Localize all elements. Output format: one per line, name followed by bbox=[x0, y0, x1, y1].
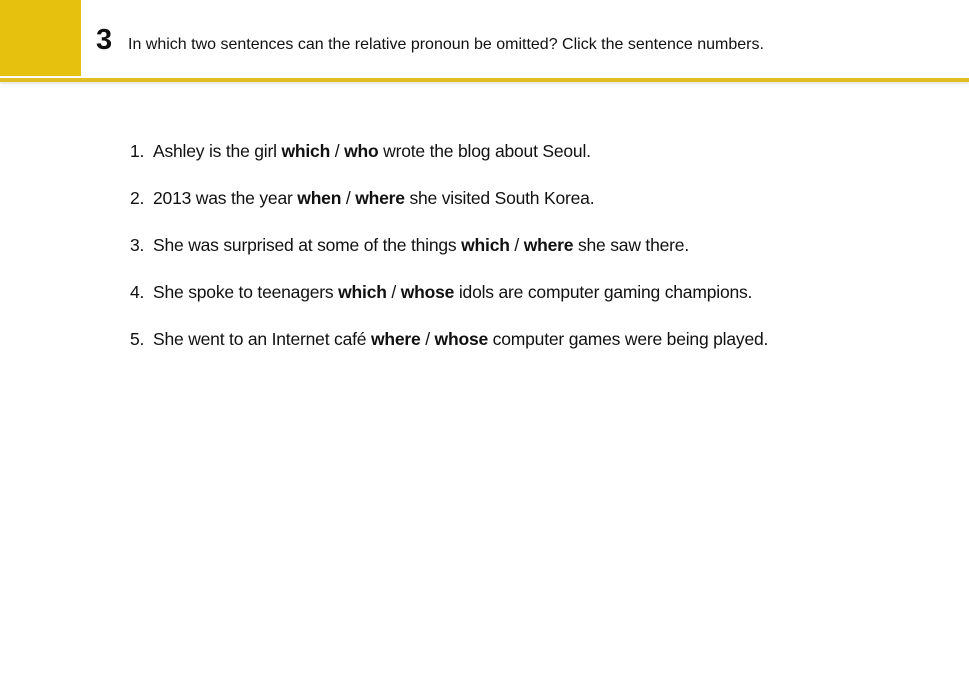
sentence-item-1 bbox=[130, 139, 768, 186]
sentence-before: She went to an Internet café bbox=[153, 329, 371, 349]
sentence-after: she saw there. bbox=[573, 235, 689, 255]
sentence-number-2[interactable]: 2. bbox=[130, 188, 145, 208]
header-accent-block bbox=[0, 0, 81, 76]
sentence-after: idols are computer gaming champions. bbox=[454, 282, 753, 302]
pronoun-option-b: where bbox=[355, 188, 405, 208]
sentence-number-5[interactable]: 5. bbox=[130, 329, 145, 349]
sentence-after: computer games were being played. bbox=[488, 329, 769, 349]
sentence-list bbox=[130, 139, 768, 374]
sentence-text-2 bbox=[153, 188, 594, 208]
option-separator: / bbox=[330, 141, 345, 161]
option-separator: / bbox=[509, 235, 524, 255]
sentence-before: 2013 was the year bbox=[153, 188, 298, 208]
option-separator: / bbox=[386, 282, 401, 302]
pronoun-option-b: where bbox=[523, 235, 574, 255]
sentence-text-5 bbox=[153, 329, 768, 349]
question-number: 3 bbox=[96, 24, 113, 56]
sentence-text-4 bbox=[153, 282, 752, 302]
exercise-header bbox=[0, 0, 969, 76]
sentence-text-1 bbox=[153, 141, 591, 161]
pronoun-option-b: whose bbox=[400, 282, 455, 302]
sentence-before: She spoke to teenagers bbox=[153, 282, 339, 302]
sentence-number-4[interactable]: 4. bbox=[130, 282, 145, 302]
sentence-item-2 bbox=[130, 186, 768, 233]
pronoun-option-a: which bbox=[461, 235, 510, 255]
pronoun-option-a: when bbox=[297, 188, 342, 208]
sentence-item-5 bbox=[130, 327, 768, 374]
sentence-item-3 bbox=[130, 233, 768, 280]
option-separator: / bbox=[420, 329, 435, 349]
pronoun-option-b: who bbox=[344, 141, 379, 161]
pronoun-option-a: which bbox=[338, 282, 387, 302]
pronoun-option-a: where bbox=[370, 329, 421, 349]
header-divider bbox=[0, 78, 969, 82]
pronoun-option-b: whose bbox=[434, 329, 489, 349]
sentence-after: she visited South Korea. bbox=[404, 188, 595, 208]
sentence-before: Ashley is the girl bbox=[153, 141, 282, 161]
sentence-after: wrote the blog about Seoul. bbox=[378, 141, 591, 161]
sentence-item-4 bbox=[130, 280, 768, 327]
sentence-number-1[interactable]: 1. bbox=[130, 141, 145, 161]
sentence-number-3[interactable]: 3. bbox=[130, 235, 145, 255]
sentence-before: She was surprised at some of the things bbox=[153, 235, 462, 255]
question-instruction: In which two sentences can the relative pronoun be omitted? Click the sentence numbers. bbox=[128, 36, 764, 53]
sentence-text-3 bbox=[153, 235, 689, 255]
pronoun-option-a: which bbox=[281, 141, 331, 161]
option-separator: / bbox=[341, 188, 356, 208]
